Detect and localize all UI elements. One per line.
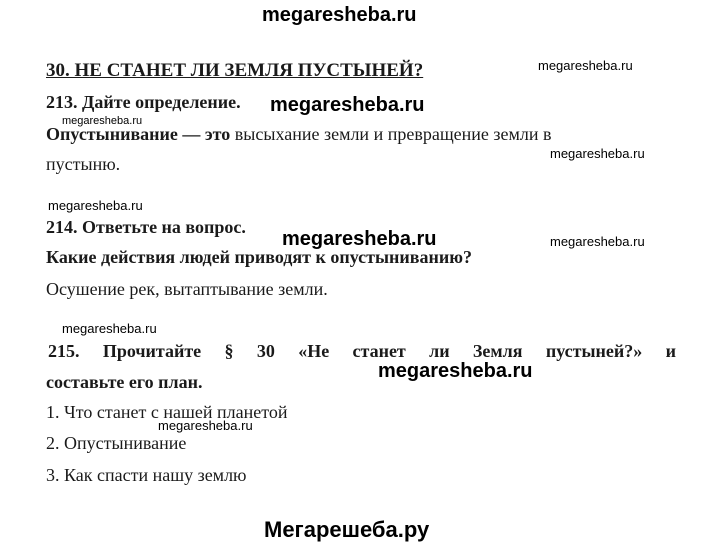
task-214-answer: Осушение рек, вытаптывание земли. bbox=[46, 279, 328, 299]
watermark: megaresheba.ru bbox=[48, 198, 143, 213]
watermark: megaresheba.ru bbox=[378, 360, 533, 382]
task-214-question: Какие действия людей приводят к опустыниванию? bbox=[46, 247, 473, 267]
task-213-heading: 213. Дайте определение. bbox=[46, 92, 241, 112]
watermark: megaresheba.ru bbox=[282, 228, 437, 250]
plan-item-1: 1. Что станет с нашей планетой bbox=[46, 402, 288, 422]
definition: высыхание земли и превращение земли в bbox=[234, 124, 552, 144]
task-213-answer-line2: пустыню. bbox=[46, 154, 121, 174]
term: Опустынивание — это bbox=[46, 124, 231, 144]
watermark: megaresheba.ru bbox=[62, 321, 157, 336]
watermark: megaresheba.ru bbox=[158, 418, 253, 433]
task-215-heading-line2: составьте его план. bbox=[46, 372, 203, 392]
task-215-heading-line1: 215. Прочитайте § 30 «Не станет ли Земля пустыней?» и bbox=[48, 341, 676, 361]
watermark-header: megaresheba.ru bbox=[262, 4, 417, 26]
task-214-heading: 214. Ответьте на вопрос. bbox=[46, 217, 246, 237]
footer-brand: Мегарешеба.ру bbox=[264, 517, 430, 542]
watermark: megaresheba.ru bbox=[550, 234, 645, 249]
watermark: megaresheba.ru bbox=[550, 146, 645, 161]
plan-item-2: 2. Опустынивание bbox=[46, 433, 187, 453]
task-213-answer-line1 bbox=[46, 124, 676, 145]
watermark: megaresheba.ru bbox=[270, 94, 425, 116]
watermark: megaresheba.ru bbox=[538, 58, 633, 73]
watermark: megaresheba.ru bbox=[62, 115, 143, 127]
plan-item-3: 3. Как спасти нашу землю bbox=[46, 465, 247, 485]
chapter-title: 30. НЕ СТАНЕТ ЛИ ЗЕМЛЯ ПУСТЫНЕЙ? bbox=[46, 60, 424, 81]
